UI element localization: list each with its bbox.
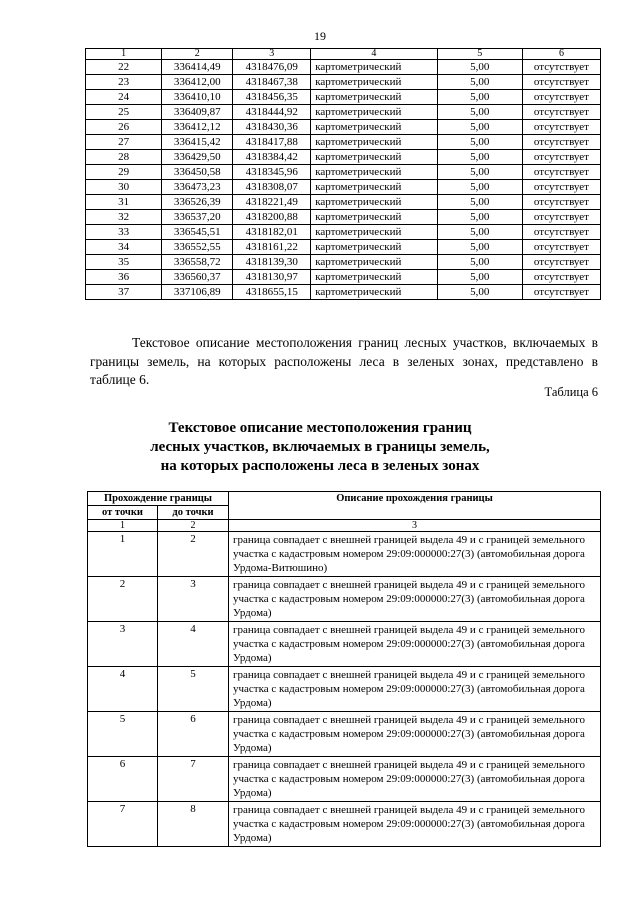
- x-coordinate: 336560,37: [162, 270, 233, 285]
- point-number: 35: [86, 255, 162, 270]
- table-row: [88, 532, 601, 577]
- y-coordinate: 4318655,15: [233, 285, 311, 300]
- y-coordinate: 4318444,92: [233, 105, 311, 120]
- table-row: [86, 180, 601, 195]
- accuracy-value: 5,00: [437, 120, 522, 135]
- table-row: [86, 225, 601, 240]
- header-from-point: от точки: [88, 506, 158, 520]
- x-coordinate: 336409,87: [162, 105, 233, 120]
- to-point: 6: [158, 712, 229, 757]
- note-value: отсутствует: [522, 255, 600, 270]
- note-value: отсутствует: [522, 180, 600, 195]
- determination-method: картометрический: [311, 90, 437, 105]
- to-point: 4: [158, 622, 229, 667]
- determination-method: картометрический: [311, 135, 437, 150]
- accuracy-value: 5,00: [437, 90, 522, 105]
- point-number: 33: [86, 225, 162, 240]
- table-row: [88, 667, 601, 712]
- y-coordinate: 4318430,36: [233, 120, 311, 135]
- to-point: 8: [158, 802, 229, 847]
- determination-method: картометрический: [311, 75, 437, 90]
- y-coordinate: 4318182,01: [233, 225, 311, 240]
- note-value: отсутствует: [522, 120, 600, 135]
- point-number: 29: [86, 165, 162, 180]
- x-coordinate: 336414,49: [162, 60, 233, 75]
- boundary-description-table: [87, 491, 601, 847]
- determination-method: картометрический: [311, 285, 437, 300]
- column-number: 3: [233, 49, 311, 60]
- table-row: [88, 577, 601, 622]
- accuracy-value: 5,00: [437, 210, 522, 225]
- table-row: [88, 712, 601, 757]
- column-number: 4: [311, 49, 437, 60]
- determination-method: картометрический: [311, 240, 437, 255]
- column-number-row: [86, 49, 601, 60]
- note-value: отсутствует: [522, 210, 600, 225]
- table-row: [86, 120, 601, 135]
- determination-method: картометрический: [311, 60, 437, 75]
- table-row: [88, 802, 601, 847]
- accuracy-value: 5,00: [437, 195, 522, 210]
- to-point: 3: [158, 577, 229, 622]
- table-title-line: Текстовое описание местоположения границ: [168, 420, 472, 436]
- determination-method: картометрический: [311, 120, 437, 135]
- column-index-row: [88, 520, 601, 532]
- from-point: 2: [88, 577, 158, 622]
- from-point: 1: [88, 532, 158, 577]
- note-value: отсутствует: [522, 150, 600, 165]
- boundary-description: граница совпадает с внешней границей выдела 49 и с границей земельного участка с кадастровым номером 29:09:000000:27(3) (автомобильная дорога Урдома): [229, 577, 601, 622]
- column-index: 2: [158, 520, 229, 532]
- x-coordinate: 336429,50: [162, 150, 233, 165]
- determination-method: картометрический: [311, 225, 437, 240]
- accuracy-value: 5,00: [437, 60, 522, 75]
- from-point: 7: [88, 802, 158, 847]
- page-number: 19: [314, 29, 326, 43]
- note-value: отсутствует: [522, 105, 600, 120]
- column-index: 1: [88, 520, 158, 532]
- point-number: 28: [86, 150, 162, 165]
- table-row: [88, 622, 601, 667]
- point-number: 34: [86, 240, 162, 255]
- x-coordinate: 336412,12: [162, 120, 233, 135]
- note-value: отсутствует: [522, 90, 600, 105]
- accuracy-value: 5,00: [437, 225, 522, 240]
- note-value: отсутствует: [522, 135, 600, 150]
- x-coordinate: 336410,10: [162, 90, 233, 105]
- y-coordinate: 4318476,09: [233, 60, 311, 75]
- point-number: 26: [86, 120, 162, 135]
- table-title-line: на которых расположены леса в зеленых зонах: [160, 458, 480, 474]
- description-paragraph: [90, 334, 598, 390]
- point-number: 37: [86, 285, 162, 300]
- from-point: 4: [88, 667, 158, 712]
- determination-method: картометрический: [311, 255, 437, 270]
- note-value: отсутствует: [522, 165, 600, 180]
- table-row: [86, 105, 601, 120]
- y-coordinate: 4318161,22: [233, 240, 311, 255]
- accuracy-value: 5,00: [437, 135, 522, 150]
- determination-method: картометрический: [311, 270, 437, 285]
- accuracy-value: 5,00: [437, 255, 522, 270]
- point-number: 23: [86, 75, 162, 90]
- determination-method: картометрический: [311, 180, 437, 195]
- boundary-description: граница совпадает с внешней границей выдела 49 и с границей земельного участка с кадастровым номером 29:09:000000:27(3) (автомобильная дорога Урдома): [229, 667, 601, 712]
- table-row: [86, 75, 601, 90]
- header-row: [88, 492, 601, 506]
- determination-method: картометрический: [311, 165, 437, 180]
- column-number: 6: [522, 49, 600, 60]
- column-number: 2: [162, 49, 233, 60]
- x-coordinate: 336450,58: [162, 165, 233, 180]
- table-row: [88, 757, 601, 802]
- y-coordinate: 4318130,97: [233, 270, 311, 285]
- determination-method: картометрический: [311, 105, 437, 120]
- point-number: 25: [86, 105, 162, 120]
- x-coordinate: 336526,39: [162, 195, 233, 210]
- y-coordinate: 4318384,42: [233, 150, 311, 165]
- x-coordinate: 336545,51: [162, 225, 233, 240]
- to-point: 5: [158, 667, 229, 712]
- x-coordinate: 336537,20: [162, 210, 233, 225]
- note-value: отсутствует: [522, 225, 600, 240]
- table-row: [86, 210, 601, 225]
- from-point: 3: [88, 622, 158, 667]
- x-coordinate: 336412,00: [162, 75, 233, 90]
- boundary-description: граница совпадает с внешней границей выдела 49 и с границей земельного участка с кадастровым номером 29:09:000000:27(3) (автомобильная дорога Урдома): [229, 622, 601, 667]
- table-row: [86, 255, 601, 270]
- y-coordinate: 4318456,35: [233, 90, 311, 105]
- boundary-description: граница совпадает с внешней границей выдела 49 и с границей земельного участка с кадастровым номером 29:09:000000:27(3) (автомобильная дорога Урдома): [229, 712, 601, 757]
- accuracy-value: 5,00: [437, 105, 522, 120]
- coordinates-table: [85, 48, 601, 300]
- table-row: [86, 240, 601, 255]
- point-number: 30: [86, 180, 162, 195]
- note-value: отсутствует: [522, 195, 600, 210]
- accuracy-value: 5,00: [437, 180, 522, 195]
- x-coordinate: 336473,23: [162, 180, 233, 195]
- accuracy-value: 5,00: [437, 285, 522, 300]
- accuracy-value: 5,00: [437, 240, 522, 255]
- boundary-description: граница совпадает с внешней границей выдела 49 и с границей земельного участка с кадастровым номером 29:09:000000:27(3) (автомобильная дорога Урдома): [229, 757, 601, 802]
- from-point: 6: [88, 757, 158, 802]
- x-coordinate: 337106,89: [162, 285, 233, 300]
- y-coordinate: 4318221,49: [233, 195, 311, 210]
- header-boundary-passage: Прохождение границы: [88, 492, 229, 506]
- table-row: [86, 165, 601, 180]
- boundary-description: граница совпадает с внешней границей выдела 49 и с границей земельного участка с кадастровым номером 29:09:000000:27(3) (автомобильная дорога Урдома): [229, 802, 601, 847]
- table-row: [86, 150, 601, 165]
- note-value: отсутствует: [522, 75, 600, 90]
- y-coordinate: 4318467,38: [233, 75, 311, 90]
- table-row: [86, 195, 601, 210]
- y-coordinate: 4318417,88: [233, 135, 311, 150]
- point-number: 24: [86, 90, 162, 105]
- table-title-line: лесных участков, включаемых в границы земель,: [150, 439, 490, 455]
- accuracy-value: 5,00: [437, 75, 522, 90]
- column-number: 5: [437, 49, 522, 60]
- to-point: 2: [158, 532, 229, 577]
- table-row: [86, 90, 601, 105]
- point-number: 22: [86, 60, 162, 75]
- point-number: 32: [86, 210, 162, 225]
- to-point: 7: [158, 757, 229, 802]
- y-coordinate: 4318308,07: [233, 180, 311, 195]
- accuracy-value: 5,00: [437, 165, 522, 180]
- table-row: [86, 270, 601, 285]
- y-coordinate: 4318200,88: [233, 210, 311, 225]
- column-number: 1: [86, 49, 162, 60]
- header-to-point: до точки: [158, 506, 229, 520]
- table-label: Таблица 6: [544, 385, 598, 399]
- determination-method: картометрический: [311, 210, 437, 225]
- accuracy-value: 5,00: [437, 270, 522, 285]
- paragraph-text: Текстовое описание местоположения границ лесных участков, включаемых в границы земель, на которых расположены леса в зеленых зонах, представлено в таблице 6.: [90, 335, 598, 387]
- accuracy-value: 5,00: [437, 150, 522, 165]
- point-number: 36: [86, 270, 162, 285]
- y-coordinate: 4318345,96: [233, 165, 311, 180]
- note-value: отсутствует: [522, 60, 600, 75]
- table-row: [86, 60, 601, 75]
- column-index: 3: [229, 520, 601, 532]
- table-row: [86, 135, 601, 150]
- note-value: отсутствует: [522, 270, 600, 285]
- note-value: отсутствует: [522, 285, 600, 300]
- table-row: [86, 285, 601, 300]
- x-coordinate: 336552,55: [162, 240, 233, 255]
- from-point: 5: [88, 712, 158, 757]
- point-number: 31: [86, 195, 162, 210]
- determination-method: картометрический: [311, 195, 437, 210]
- x-coordinate: 336415,42: [162, 135, 233, 150]
- y-coordinate: 4318139,30: [233, 255, 311, 270]
- table-title: [0, 419, 640, 476]
- note-value: отсутствует: [522, 240, 600, 255]
- boundary-description: граница совпадает с внешней границей выдела 49 и с границей земельного участка с кадастровым номером 29:09:000000:27(3) (автомобильная дорога Урдома-Витюшино): [229, 532, 601, 577]
- x-coordinate: 336558,72: [162, 255, 233, 270]
- point-number: 27: [86, 135, 162, 150]
- header-boundary-description: Описание прохождения границы: [229, 492, 601, 520]
- determination-method: картометрический: [311, 150, 437, 165]
